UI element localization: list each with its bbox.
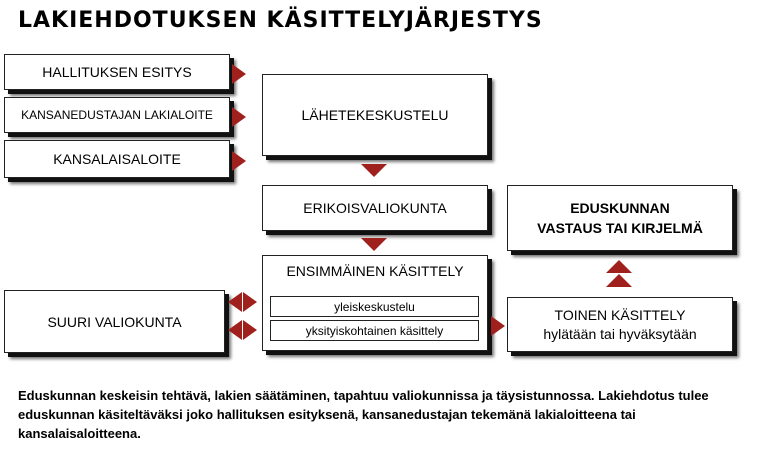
parliament-reply-line1: EDUSKUNNAN [570,200,670,216]
arrow-down-icon [361,238,387,251]
page-title: LAKIEHDOTUKSEN KÄSITTELYJÄRJESTYS [18,8,543,33]
referral-debate-box [262,74,488,156]
initiative-label: KANSALAISALOITE [53,151,181,167]
grand-committee-box [4,290,225,353]
initiative-citizens [4,140,230,178]
arrow-right-icon [232,64,246,84]
detailed-reading-box [270,320,479,341]
arrow-up-icon [606,274,632,287]
initiative-label: HALLITUKSEN ESITYS [42,64,192,80]
general-debate-label: yleiskeskustelu [334,299,415,314]
detailed-reading-label: yksityiskohtainen käsittely [305,323,444,338]
initiative-label: KANSANEDUSTAJAN LAKIALOITE [21,108,213,122]
arrow-right-icon [243,292,257,312]
first-reading-box [262,255,488,351]
special-committee-box [262,185,488,231]
special-committee-label: ERIKOISVALIOKUNTA [303,200,447,216]
first-reading-label: ENSIMMÄINEN KÄSITTELY [286,263,464,279]
description-text: Eduskunnan keskeisin tehtävä, lakien säätäminen, tapahtuu valiokunnissa ja täysistunnossa. Lakiehdotus tulee eduskunnan käsiteltäväksi joko hallituksen esityksenä, kansanedustajan tekemänä lakialoitteena tai kansalaisaloitteena. [18,388,709,441]
arrow-left-icon [228,320,242,340]
grand-committee-label: SUURI VALIOKUNTA [47,313,182,330]
initiative-mp-bill [4,97,230,133]
arrow-right-icon [243,320,257,340]
second-reading-label: TOINEN KÄSITTELY [554,307,686,323]
second-reading-box [507,297,733,352]
arrow-right-icon [491,316,505,336]
parliament-reply-box [507,185,733,251]
arrow-right-icon [232,151,246,171]
arrow-right-icon [232,107,246,127]
general-debate-box [270,296,479,317]
arrow-down-icon [361,164,387,177]
parliament-reply-line2: VASTAUS TAI KIRJELMÄ [537,220,703,236]
arrow-left-icon [228,292,242,312]
initiative-government-proposal [4,54,230,90]
second-reading-sublabel: hylätään tai hyväksytään [543,326,697,342]
arrow-up-icon [606,260,632,273]
referral-debate-label: LÄHETEKESKUSTELU [301,107,449,123]
